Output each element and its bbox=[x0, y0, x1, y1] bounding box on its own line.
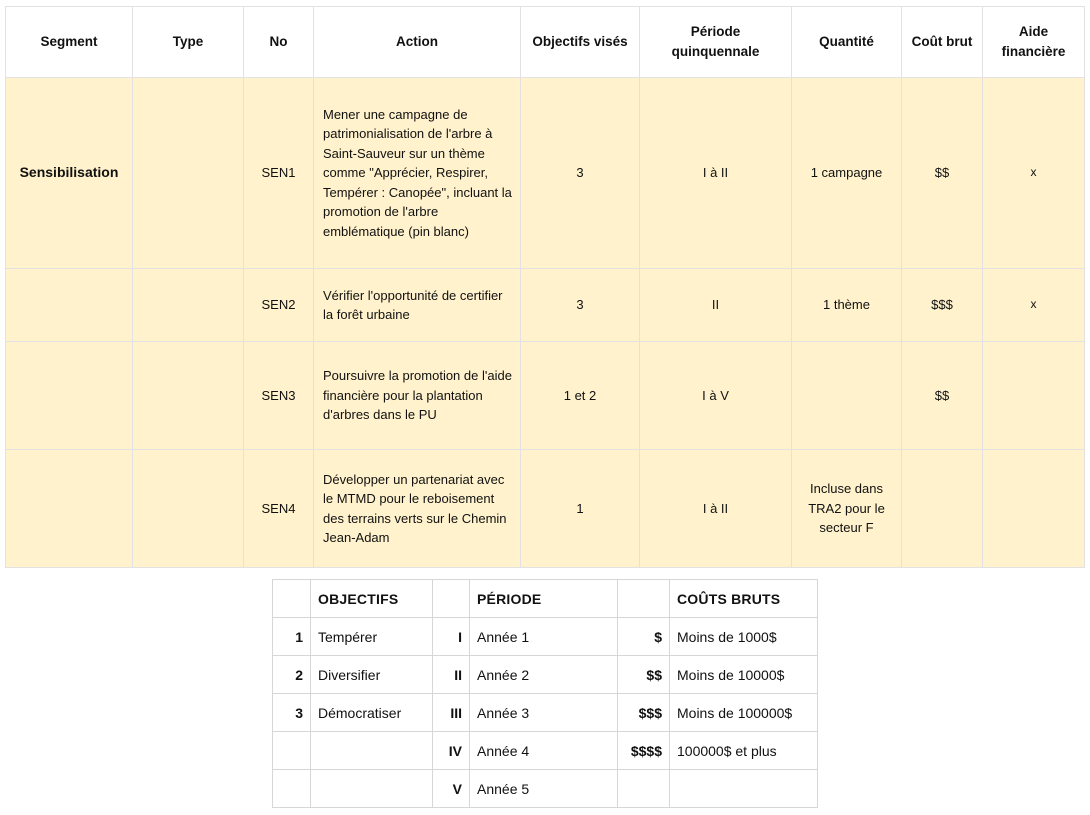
action-plan-table bbox=[5, 6, 1085, 568]
legend-row bbox=[273, 770, 818, 808]
cell-aide: x bbox=[983, 78, 1085, 269]
cell-cout: $$$ bbox=[902, 269, 983, 342]
legend-objectif-value bbox=[311, 770, 433, 808]
legend-objectif-key: 2 bbox=[273, 656, 311, 694]
cell-segment: Sensibilisation bbox=[6, 78, 133, 269]
cell-segment bbox=[6, 342, 133, 450]
cell-cout bbox=[902, 450, 983, 568]
cell-periode: I à II bbox=[640, 78, 792, 269]
legend-header-objectifs: OBJECTIFS bbox=[311, 580, 433, 618]
header-cout: Coût brut bbox=[902, 7, 983, 78]
legend-blank-cell bbox=[273, 580, 311, 618]
cell-no: SEN2 bbox=[244, 269, 314, 342]
table-row bbox=[6, 78, 1085, 269]
cell-action: Vérifier l'opportunité de certifier la forêt urbaine bbox=[314, 269, 521, 342]
cell-type bbox=[133, 269, 244, 342]
legend-cout-value: Moins de 100000$ bbox=[670, 694, 818, 732]
cell-no: SEN3 bbox=[244, 342, 314, 450]
legend-blank-cell bbox=[618, 580, 670, 618]
header-objectifs: Objectifs visés bbox=[521, 7, 640, 78]
legend-row bbox=[273, 656, 818, 694]
legend-periode-value: Année 1 bbox=[470, 618, 618, 656]
legend-objectif-key: 3 bbox=[273, 694, 311, 732]
cell-quantite: 1 campagne bbox=[792, 78, 902, 269]
header-aide: Aide financière bbox=[983, 7, 1085, 78]
legend-header-couts: COÛTS BRUTS bbox=[670, 580, 818, 618]
legend-objectif-key: 1 bbox=[273, 618, 311, 656]
legend-periode-key: III bbox=[433, 694, 470, 732]
cell-quantite: Incluse dans TRA2 pour le secteur F bbox=[792, 450, 902, 568]
legend-cout-key: $$$$ bbox=[618, 732, 670, 770]
legend-periode-value: Année 4 bbox=[470, 732, 618, 770]
legend-header-row bbox=[273, 580, 818, 618]
legend-table bbox=[272, 579, 818, 808]
cell-type bbox=[133, 342, 244, 450]
header-type: Type bbox=[133, 7, 244, 78]
cell-objectifs: 3 bbox=[521, 78, 640, 269]
table-row bbox=[6, 269, 1085, 342]
cell-action: Poursuivre la promotion de l'aide financière pour la plantation d'arbres dans le PU bbox=[314, 342, 521, 450]
cell-periode: I à II bbox=[640, 450, 792, 568]
cell-objectifs: 1 et 2 bbox=[521, 342, 640, 450]
header-row bbox=[6, 7, 1085, 78]
legend-objectif-key bbox=[273, 770, 311, 808]
legend-periode-value: Année 3 bbox=[470, 694, 618, 732]
table-row bbox=[6, 342, 1085, 450]
legend-cout-key: $$ bbox=[618, 656, 670, 694]
cell-action: Mener une campagne de patrimonialisation de l'arbre à Saint-Sauveur sur un thème comme "Apprécier, Respirer, Tempérer : Canopée", incluant la promotion de l'arbre emblématique (pin blanc) bbox=[314, 78, 521, 269]
cell-segment bbox=[6, 269, 133, 342]
header-periode: Période quinquennale bbox=[640, 7, 792, 78]
header-quantite: Quantité bbox=[792, 7, 902, 78]
legend-objectif-value: Diversifier bbox=[311, 656, 433, 694]
legend-objectif-value bbox=[311, 732, 433, 770]
cell-no: SEN4 bbox=[244, 450, 314, 568]
cell-type bbox=[133, 78, 244, 269]
cell-cout: $$ bbox=[902, 78, 983, 269]
legend-row bbox=[273, 732, 818, 770]
legend-header-periode: PÉRIODE bbox=[470, 580, 618, 618]
cell-segment bbox=[6, 450, 133, 568]
header-action: Action bbox=[314, 7, 521, 78]
legend-cout-value: 100000$ et plus bbox=[670, 732, 818, 770]
header-no: No bbox=[244, 7, 314, 78]
cell-periode: II bbox=[640, 269, 792, 342]
legend-cout-key: $$$ bbox=[618, 694, 670, 732]
cell-periode: I à V bbox=[640, 342, 792, 450]
legend-objectif-value: Démocratiser bbox=[311, 694, 433, 732]
legend-row bbox=[273, 694, 818, 732]
legend-periode-value: Année 2 bbox=[470, 656, 618, 694]
legend-cout-key: $ bbox=[618, 618, 670, 656]
cell-quantite: 1 thème bbox=[792, 269, 902, 342]
legend-cout-value: Moins de 10000$ bbox=[670, 656, 818, 694]
cell-type bbox=[133, 450, 244, 568]
legend-blank-cell bbox=[433, 580, 470, 618]
legend-objectif-key bbox=[273, 732, 311, 770]
cell-aide bbox=[983, 450, 1085, 568]
cell-no: SEN1 bbox=[244, 78, 314, 269]
cell-objectifs: 1 bbox=[521, 450, 640, 568]
cell-aide bbox=[983, 342, 1085, 450]
legend-cout-key bbox=[618, 770, 670, 808]
legend-cout-value bbox=[670, 770, 818, 808]
legend-periode-key: II bbox=[433, 656, 470, 694]
legend-periode-value: Année 5 bbox=[470, 770, 618, 808]
table-row bbox=[6, 450, 1085, 568]
legend-cout-value: Moins de 1000$ bbox=[670, 618, 818, 656]
cell-cout: $$ bbox=[902, 342, 983, 450]
cell-objectifs: 3 bbox=[521, 269, 640, 342]
legend-periode-key: IV bbox=[433, 732, 470, 770]
header-segment: Segment bbox=[6, 7, 133, 78]
legend-objectif-value: Tempérer bbox=[311, 618, 433, 656]
legend-periode-key: V bbox=[433, 770, 470, 808]
cell-quantite bbox=[792, 342, 902, 450]
legend-row bbox=[273, 618, 818, 656]
cell-action: Développer un partenariat avec le MTMD pour le reboisement des terrains verts sur le Chemin Jean-Adam bbox=[314, 450, 521, 568]
legend-periode-key: I bbox=[433, 618, 470, 656]
cell-aide: x bbox=[983, 269, 1085, 342]
